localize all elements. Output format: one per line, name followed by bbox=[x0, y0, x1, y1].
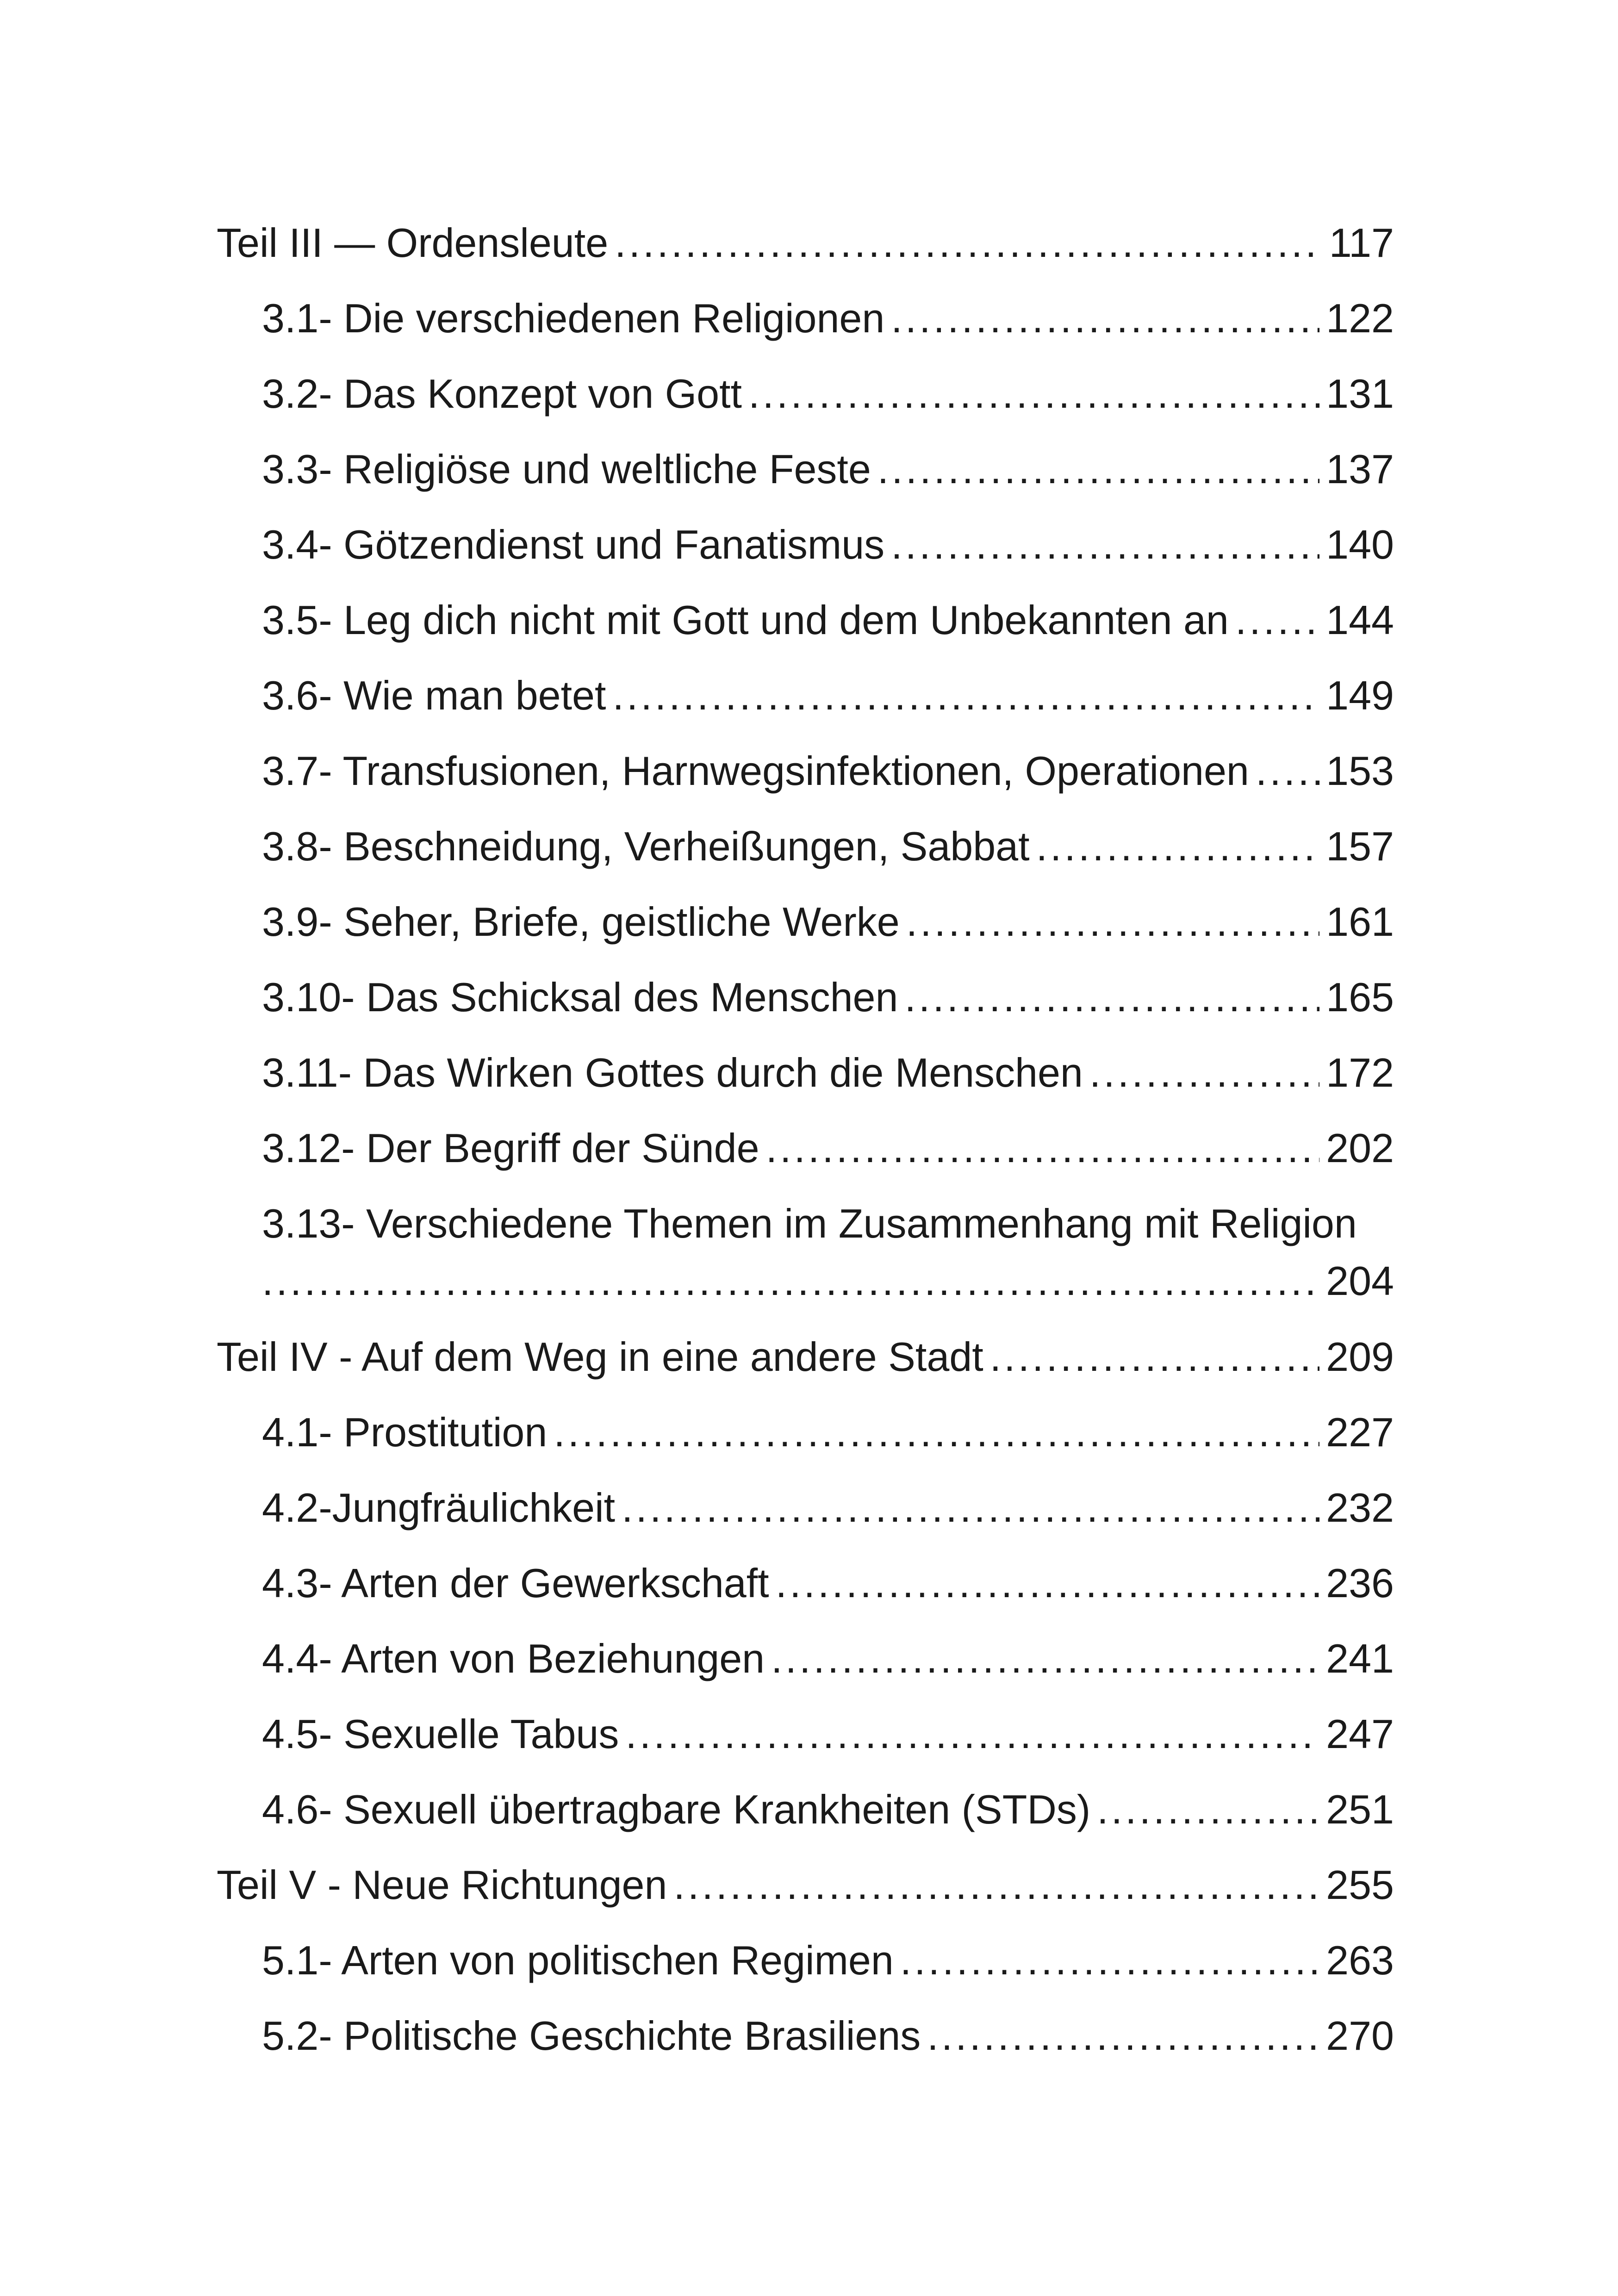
toc-part-3 bbox=[217, 218, 1394, 268]
dot-leader bbox=[1097, 1784, 1319, 1835]
toc-page-number: 204 bbox=[1326, 1258, 1394, 1304]
toc-entry-5-1 bbox=[262, 1935, 1394, 1986]
toc-page-number: 202 bbox=[1326, 1125, 1394, 1171]
toc-entry-5-2 bbox=[262, 2010, 1394, 2061]
toc-title: 3.4- Götzendienst und Fanatismus bbox=[262, 522, 885, 567]
toc-page-number: 232 bbox=[1326, 1485, 1394, 1531]
toc-page-number: 153 bbox=[1326, 748, 1394, 794]
toc-title: 3.5- Leg dich nicht mit Gott und dem Unbekannten an bbox=[262, 597, 1229, 643]
toc-part-5 bbox=[217, 1860, 1394, 1910]
toc-page-number: 227 bbox=[1326, 1409, 1394, 1455]
toc-title: 3.2- Das Konzept von Gott bbox=[262, 371, 742, 417]
dot-leader bbox=[1235, 595, 1319, 646]
toc-entry-3-11 bbox=[262, 1047, 1394, 1098]
toc-entry-4-5 bbox=[262, 1709, 1394, 1760]
toc-entry-3-5 bbox=[262, 595, 1394, 646]
toc-entry-3-1 bbox=[262, 293, 1394, 344]
toc-title: 4.4- Arten von Beziehungen bbox=[262, 1636, 765, 1681]
dot-leader bbox=[891, 519, 1319, 570]
toc-page-number: 137 bbox=[1326, 446, 1394, 492]
toc-page-number: 263 bbox=[1326, 1937, 1394, 1983]
dot-leader bbox=[776, 1558, 1320, 1609]
toc-title: 3.10- Das Schicksal des Menschen bbox=[262, 974, 898, 1020]
toc-title: 5.2- Politische Geschichte Brasiliens bbox=[262, 2013, 921, 2059]
toc-page-number: 247 bbox=[1326, 1711, 1394, 1757]
toc-title: 4.6- Sexuell übertragbare Krankheiten (STDs) bbox=[262, 1786, 1091, 1832]
toc-entry-3-9 bbox=[262, 896, 1394, 947]
toc-entry-3-12 bbox=[262, 1123, 1394, 1174]
dot-leader bbox=[625, 1709, 1319, 1760]
toc-page-number: 161 bbox=[1326, 899, 1394, 945]
toc-page-number: 131 bbox=[1326, 371, 1394, 417]
dot-leader bbox=[1089, 1047, 1319, 1098]
toc-page-number: 165 bbox=[1326, 974, 1394, 1020]
toc-entry-3-3 bbox=[262, 444, 1394, 495]
dot-leader bbox=[1256, 746, 1319, 796]
toc-title: 3.12- Der Begriff der Sünde bbox=[262, 1125, 759, 1171]
toc-entry-3-4 bbox=[262, 519, 1394, 570]
toc-page-number: 140 bbox=[1326, 522, 1394, 567]
dot-leader bbox=[554, 1407, 1319, 1458]
toc-title: 3.3- Religiöse und weltliche Feste bbox=[262, 446, 871, 492]
toc-page-number: 270 bbox=[1326, 2013, 1394, 2059]
toc-entry-4-1 bbox=[262, 1407, 1394, 1458]
toc-page-number: 122 bbox=[1326, 295, 1394, 341]
dot-leader bbox=[900, 1935, 1319, 1986]
toc-page-number: 117 bbox=[1329, 220, 1394, 266]
toc-page-number: 255 bbox=[1326, 1862, 1394, 1908]
toc-page-number: 241 bbox=[1326, 1636, 1394, 1681]
dot-leader bbox=[262, 1256, 1319, 1307]
toc-title: 3.11- Das Wirken Gottes durch die Menschen bbox=[262, 1050, 1083, 1095]
toc-page-number: 149 bbox=[1326, 672, 1394, 718]
dot-leader bbox=[673, 1860, 1319, 1910]
toc-title: 4.3- Arten der Gewerkschaft bbox=[262, 1560, 769, 1606]
dot-leader bbox=[927, 2010, 1319, 2061]
toc-page-number: 144 bbox=[1326, 597, 1394, 643]
toc-entry-3-10 bbox=[262, 972, 1394, 1023]
dot-leader bbox=[612, 670, 1319, 721]
toc-entry-3-13 bbox=[262, 1198, 1394, 1314]
dot-leader bbox=[622, 1482, 1319, 1533]
toc-entry-3-7 bbox=[262, 746, 1394, 796]
dot-leader bbox=[990, 1332, 1320, 1382]
toc-title: 3.7- Transfusionen, Harnwegsinfektionen, Operationen bbox=[262, 748, 1249, 794]
dot-leader bbox=[766, 1123, 1320, 1174]
toc-title: Teil V - Neue Richtungen bbox=[217, 1862, 667, 1908]
toc-title: 3.9- Seher, Briefe, geistliche Werke bbox=[262, 899, 900, 945]
dot-leader bbox=[904, 972, 1319, 1023]
toc-part-4 bbox=[217, 1332, 1394, 1382]
toc-title: 4.1- Prostitution bbox=[262, 1409, 548, 1455]
toc-title: Teil III — Ordensleute bbox=[217, 220, 609, 266]
toc-title: 3.13- Verschiedene Themen im Zusammenhang mit Religion bbox=[262, 1201, 1357, 1246]
toc-entry-4-6 bbox=[262, 1784, 1394, 1835]
dot-leader bbox=[891, 293, 1319, 344]
toc-title: Teil IV - Auf dem Weg in eine andere Stadt bbox=[217, 1334, 983, 1380]
toc-title: 3.8- Beschneidung, Verheißungen, Sabbat bbox=[262, 823, 1030, 869]
toc-page-number: 236 bbox=[1326, 1560, 1394, 1606]
toc-entry-4-4 bbox=[262, 1633, 1394, 1684]
toc-title: 4.2-Jungfräulichkeit bbox=[262, 1485, 616, 1531]
dot-leader bbox=[1036, 821, 1320, 872]
toc-entry-4-2 bbox=[262, 1482, 1394, 1533]
toc-entry-3-8 bbox=[262, 821, 1394, 872]
toc-page-number: 251 bbox=[1326, 1786, 1394, 1832]
dot-leader bbox=[615, 218, 1323, 268]
toc-page-number: 157 bbox=[1326, 823, 1394, 869]
toc-title: 5.1- Arten von politischen Regimen bbox=[262, 1937, 894, 1983]
dot-leader bbox=[877, 444, 1319, 495]
toc-page-number: 209 bbox=[1326, 1334, 1394, 1380]
dot-leader bbox=[771, 1633, 1319, 1684]
toc-entry-4-3 bbox=[262, 1558, 1394, 1609]
dot-leader bbox=[748, 368, 1319, 419]
toc-entry-3-2 bbox=[262, 368, 1394, 419]
toc-title: 3.1- Die verschiedenen Religionen bbox=[262, 295, 885, 341]
toc-page-number: 172 bbox=[1326, 1050, 1394, 1095]
dot-leader bbox=[906, 896, 1319, 947]
toc-title: 4.5- Sexuelle Tabus bbox=[262, 1711, 619, 1757]
toc-entry-3-6 bbox=[262, 670, 1394, 721]
toc-title: 3.6- Wie man betet bbox=[262, 672, 606, 718]
